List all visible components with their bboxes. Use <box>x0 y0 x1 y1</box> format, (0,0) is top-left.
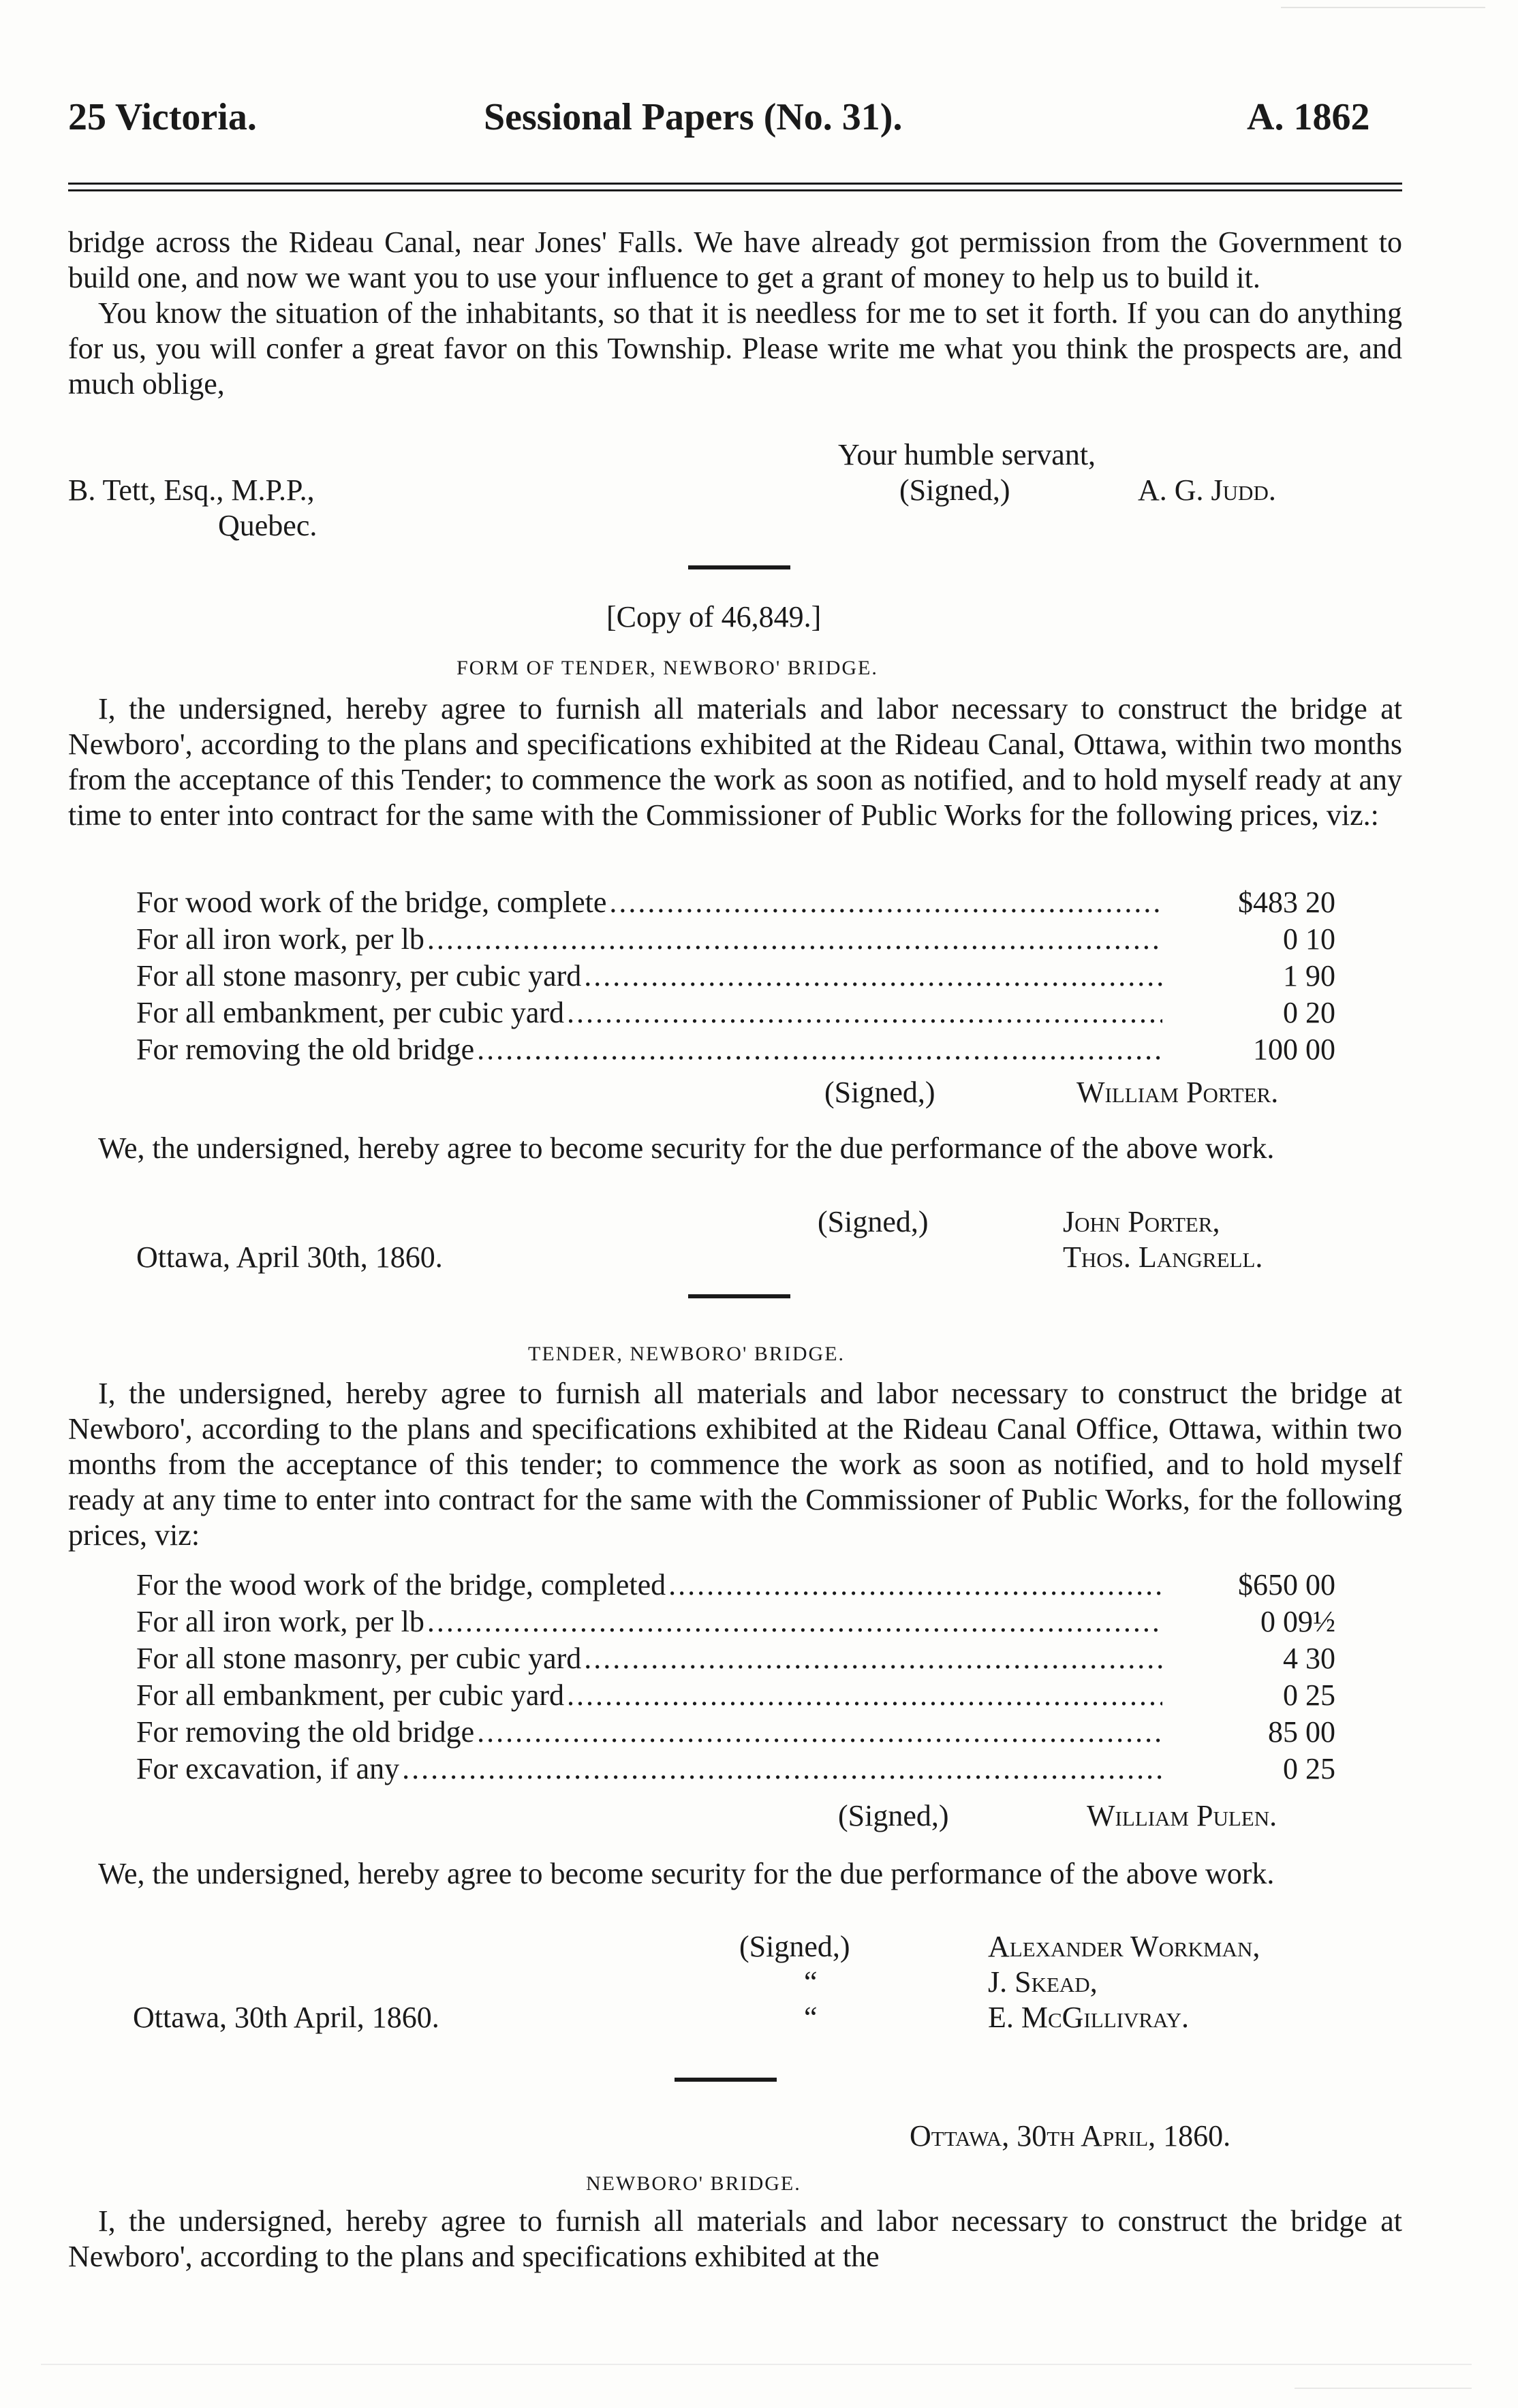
price-row: For excavation, if any ..... 0 25 <box>136 1751 1335 1787</box>
tender2-surety-1: Alexander Workman, <box>988 1930 1260 1963</box>
tender2-security: We, the undersigned, hereby agree to become security for the due performance of the above work. <box>98 1857 1275 1890</box>
price-row: For all iron work, per lb ..... 0 09½ <box>136 1604 1335 1640</box>
letter-addressee-city: Quebec. <box>218 509 317 542</box>
tender1-heading: FORM OF TENDER, NEWBORO' BRIDGE. <box>456 657 878 679</box>
ditto-mark: “ <box>804 1965 818 1999</box>
tender1-signer: William Porter. <box>1076 1076 1279 1109</box>
header-rule-bottom <box>68 189 1402 191</box>
price-row: For wood work of the bridge, complete ..... $483 20 <box>136 884 1335 921</box>
tender2-heading: TENDER, NEWBORO' BRIDGE. <box>528 1343 846 1365</box>
tender2-sureties-signed: (Signed,) <box>739 1930 850 1963</box>
header-right: A. 1862 <box>1247 96 1370 138</box>
tender1-place-date: Ottawa, April 30th, 1860. <box>136 1240 443 1274</box>
section-separator <box>688 565 790 569</box>
section-separator <box>675 2078 777 2082</box>
tender1-body-block <box>68 691 1402 833</box>
tender1-security-block <box>68 1131 1402 1166</box>
price-row: For all iron work, per lb ..... 0 10 <box>136 921 1335 958</box>
letter-signer: A. G. Judd. <box>1138 473 1276 507</box>
section-separator <box>688 1294 790 1298</box>
price-row: For all embankment, per cubic yard ..... 0 20 <box>136 995 1335 1031</box>
scan-speckle <box>1295 2388 1472 2389</box>
header-left: 25 Victoria. <box>68 96 257 138</box>
tender2-signer: William Pulen. <box>1087 1799 1277 1832</box>
scan-speckle <box>41 2364 1472 2365</box>
letter-para-1: bridge across the Rideau Canal, near Jones' Falls. We have already got permission from the Government to build one, and now we want you to use your influence to get a grant of money to help us to build it. <box>68 225 1402 294</box>
tender3-heading: NEWBORO' BRIDGE. <box>586 2172 801 2195</box>
tender2-signed: (Signed,) <box>838 1799 949 1832</box>
letter-closing: Your humble servant, <box>838 438 1096 471</box>
tender3-place-date: Ottawa, 30th April, 1860. <box>910 2119 1231 2153</box>
price-row: For removing the old bridge ..... 85 00 <box>136 1714 1335 1751</box>
letter-addressee: B. Tett, Esq., M.P.P., <box>68 473 315 507</box>
tender1-copy-note: [Copy of 46,849.] <box>606 600 822 634</box>
price-row: For removing the old bridge ..... 100 00 <box>136 1031 1335 1068</box>
price-row: For all stone masonry, per cubic yard ..... 1 90 <box>136 958 1335 995</box>
letter-signed: (Signed,) <box>899 473 1010 507</box>
letter-para-2: You know the situation of the inhabitants, so that it is needless for me to set it forth. If you can do anything for us, you will confer a great favor on this Township. Please write me what you think the prospects are, and much oblige, <box>68 296 1402 401</box>
scan-speckle <box>1281 7 1485 8</box>
tender2-body: I, the undersigned, hereby agree to furnish all materials and labor necessary to construct the bridge at Newboro', according to the plans and specifications exhibited at the Rideau Canal Office, Ottawa, within two months from the acceptance of this tender; to commence the work as soon as notified, and to hold myself ready at any time to enter into contract for the same with the Commissioner of Public Works, for the following prices, viz: <box>68 1377 1402 1552</box>
tender2-security-block <box>68 1856 1402 1892</box>
letter-body <box>68 225 1402 402</box>
tender1-body: I, the undersigned, hereby agree to furnish all materials and labor necessary to construct the bridge at Newboro', according to the plans and specifications exhibited at the Rideau Canal, Ottawa, within two months from the acceptance of this Tender; to commence the work as soon as notified, and to hold myself ready at any time to enter into contract for the same with the Commissioner of Public Works for the following prices, viz.: <box>68 692 1402 832</box>
tender1-security: We, the undersigned, hereby agree to become security for the due performance of the above work. <box>98 1131 1275 1165</box>
tender1-price-list <box>136 884 1335 1068</box>
tender3-body: I, the undersigned, hereby agree to furnish all materials and labor necessary to construct the bridge at Newboro', according to the plans and specifications exhibited at the <box>68 2204 1402 2273</box>
ditto-mark: “ <box>804 2001 818 2034</box>
tender1-signed: (Signed,) <box>824 1076 935 1109</box>
tender2-surety-3: E. McGillivray. <box>988 2001 1189 2034</box>
header-center: Sessional Papers (No. 31). <box>484 96 903 138</box>
header-rule-top <box>68 183 1402 185</box>
tender1-sureties-signed: (Signed,) <box>818 1205 929 1238</box>
price-row: For all embankment, per cubic yard ..... 0 25 <box>136 1677 1335 1714</box>
tender2-price-list <box>136 1567 1335 1787</box>
tender2-body-block <box>68 1376 1402 1553</box>
tender1-surety-2: Thos. Langrell. <box>1063 1240 1263 1274</box>
tender2-place-date: Ottawa, 30th April, 1860. <box>133 2001 439 2034</box>
tender2-surety-2: J. Skead, <box>988 1965 1098 1999</box>
tender1-surety-1: John Porter, <box>1063 1205 1220 1238</box>
price-row: For all stone masonry, per cubic yard ..... 4 30 <box>136 1640 1335 1677</box>
tender3-body-block <box>68 2204 1402 2274</box>
price-row: For the wood work of the bridge, completed ..... $650 00 <box>136 1567 1335 1604</box>
